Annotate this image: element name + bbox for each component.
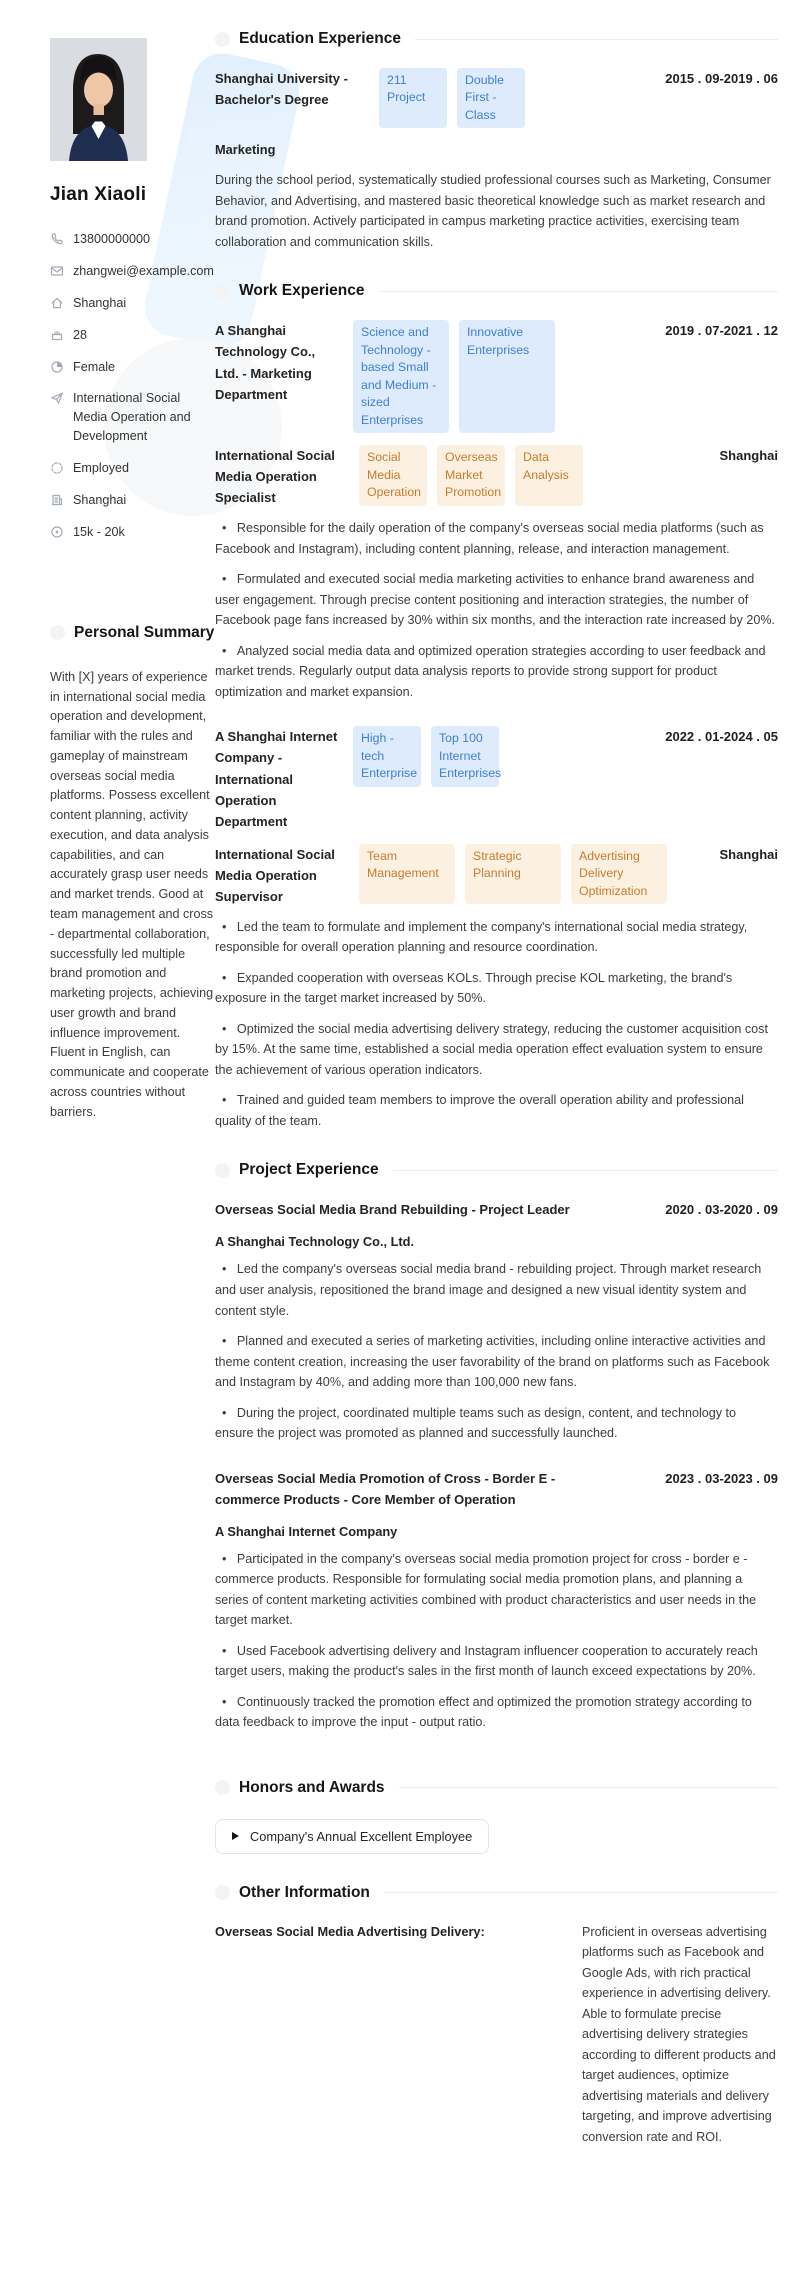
honor-chip-label: Company's Annual Excellent Employee [250, 1828, 473, 1844]
contact-gender-text: Female [73, 359, 115, 374]
project-date: 2023 . 03-2023 . 09 [665, 1470, 778, 1486]
company-tag: Innovative Enterprises [459, 320, 555, 433]
work-bullets [215, 518, 778, 702]
bullet-item: • Used Facebook advertising delivery and Instagram influencer cooperation to accurately reach target users, making the product's sales in the first month of launch exceed expectations by 20%. [215, 1641, 778, 1682]
resume-main [215, 30, 778, 2177]
work-date: 2022 . 01-2024 . 05 [665, 729, 778, 745]
work-bullets [215, 917, 778, 1132]
role-name: International Social Media Operation Supervisor [215, 846, 335, 904]
bullet-item: • Formulated and executed social media marketing activities to enhance brand awareness and user engagement. Through precise content positioning and interaction strategies, the number of Facebook page fans increased by 30% within six months, and the interaction rate increased by 20%. [215, 569, 778, 631]
salary-icon [50, 525, 64, 539]
contact-gender [50, 358, 216, 377]
contact-status-text: Employed [73, 461, 130, 476]
contact-status [50, 459, 216, 478]
honors-header [215, 1779, 778, 1797]
bullet-item: • Participated in the company's overseas social media promotion project for cross - border e - commerce products. Responsible for formulating social media promotion plans, and planning a series of content marketing activities combined with product characteristics and user needs in the target market. [215, 1549, 778, 1631]
bullet-item: • Continuously tracked the promotion effect and optimized the promotion strategy according to data feedback to improve the input - output ratio. [215, 1692, 778, 1733]
bullet-item: • During the project, coordinated multiple teams such as design, content, and technology to ensure the project was promoted as planned and successfully launched. [215, 1403, 778, 1444]
school-tags [379, 68, 647, 128]
role-name: International Social Media Operation Specialist [215, 448, 335, 506]
contact-age [50, 326, 216, 345]
project-section [215, 1161, 778, 1732]
project-header [215, 1161, 778, 1179]
section-dot-icon [215, 1780, 230, 1795]
building-icon [50, 493, 64, 507]
education-title: Education Experience [239, 30, 401, 47]
project-title: Project Experience [239, 1161, 379, 1179]
project-org: A Shanghai Internet Company [215, 1523, 398, 1539]
age-icon [50, 328, 64, 342]
company-name: A Shanghai Technology Co., Ltd. - Marketing Department [215, 323, 316, 402]
school-tag: 211 Project [379, 68, 447, 128]
section-divider [415, 39, 778, 40]
school-name: Shanghai University - Bachelor's Degree [215, 71, 348, 108]
project-bullets [215, 1549, 778, 1733]
contact-location [50, 294, 216, 313]
honors-section [215, 1779, 778, 1854]
contact-salary [50, 523, 216, 542]
other-header [215, 1884, 778, 1902]
company-tags [353, 320, 647, 433]
section-dot-icon [215, 284, 230, 299]
phone-icon [50, 232, 64, 246]
work-header [215, 282, 778, 300]
contact-job-intention [50, 389, 216, 446]
work-entry [215, 726, 778, 1131]
gender-icon [50, 360, 64, 374]
work-date: 2019 . 07-2021 . 12 [665, 323, 778, 339]
other-info-label: Overseas Social Media Advertising Delivery: [215, 1923, 485, 1939]
send-icon [50, 391, 64, 405]
role-tag: Advertising Delivery Optimization [571, 844, 667, 904]
contact-age-text: 28 [73, 327, 88, 342]
role-tags [359, 844, 701, 904]
other-info-value: Proficient in overseas advertising platforms such as Facebook and Google Ads, with rich practical experience in advertising delivery. Able to formulate precise advertising delivery strategies according to different products and target audiences, optimize advertising materials and delivery targeting, and improve advertising conversion rate and ROI. [582, 1924, 776, 2144]
company-name: A Shanghai Internet Company - International Operation Department [215, 729, 338, 829]
section-dot-icon [215, 1885, 230, 1900]
section-dot-icon [215, 32, 230, 47]
contact-company-city [50, 491, 216, 510]
role-tag: Data Analysis [515, 445, 583, 505]
company-tag: High - tech Enterprise [353, 726, 421, 786]
education-entry [215, 68, 778, 252]
bullet-item: • Planned and executed a series of marketing activities, including online interactive activities and theme content creation, increasing the user favorability of the brand on platforms such as Facebook and Instagram by 40%, and adding more than 100,000 new fans. [215, 1331, 778, 1393]
education-date: 2015 . 09-2019 . 06 [665, 71, 778, 86]
honors-title: Honors and Awards [239, 1778, 385, 1796]
role-tags [359, 445, 701, 505]
other-info-row [215, 1922, 778, 2148]
personal-summary-title: Personal Summary [74, 623, 215, 641]
profile-photo [50, 38, 147, 161]
home-icon [50, 296, 64, 310]
section-divider [379, 291, 779, 292]
bullet-item: • Expanded cooperation with overseas KOLs. Through precise KOL marketing, the brand's exposure in the target market increased by 50%. [215, 968, 778, 1009]
contact-company-city-text: Shanghai [73, 493, 127, 508]
company-tag: Science and Technology - based Small and Medium - sized Enterprises [353, 320, 449, 433]
contact-salary-text: 15k - 20k [73, 524, 125, 539]
contact-email-text: zhangwei@example.com [73, 263, 214, 278]
expand-arrow-icon [232, 1832, 239, 1840]
role-tag: Strategic Planning [465, 844, 561, 904]
candidate-name: Jian Xiaoli [50, 184, 147, 205]
education-description: During the school period, systematically studied professional courses such as Marketing, Consumer Behavior, and Advertising, and mastered basic theoretical knowledge such as market research and brand promotion. Actively participated in campus marketing practice activities, exercising team collaboration and communication skills. [215, 173, 771, 249]
role-tag: Overseas Market Promotion [437, 445, 505, 505]
project-entry [215, 1468, 778, 1733]
contact-phone [50, 230, 216, 249]
bullet-item: • Led the company's overseas social media brand - rebuilding project. Through market research and user analysis, repositioned the brand image and designed a new visual identity system and content style. [215, 1259, 778, 1321]
education-header [215, 30, 778, 48]
contact-location-text: Shanghai [73, 295, 127, 310]
work-entry [215, 320, 778, 702]
school-tag: Double First - Class [457, 68, 525, 128]
work-location: Shanghai [719, 846, 778, 862]
section-divider [393, 1170, 778, 1171]
role-tag: Social Media Operation [359, 445, 427, 505]
personal-summary-header [50, 624, 216, 642]
project-name: Overseas Social Media Brand Rebuilding - Project Leader [215, 1202, 570, 1218]
honor-chip[interactable] [215, 1819, 489, 1854]
contact-phone-text: 13800000000 [73, 232, 151, 246]
project-entry [215, 1199, 778, 1443]
contact-job-intention-text: International Social Media Operation and Development [73, 391, 191, 444]
section-dot-icon [50, 625, 65, 640]
section-divider [399, 1787, 778, 1788]
work-section [215, 282, 778, 1131]
mail-icon [50, 264, 64, 278]
personal-summary-text: With [X] years of experience in international social media operation and development, familiar with the rules and gameplay of mainstream overseas social media platforms. Possess excellent content planning, activity execution, and data analysis capabilities, and can accurately grasp user needs and market trends. Good at team management and cross - departmental collaboration, successfully led multiple brand promotion and marketing projects, achieving user growth and brand influence improvement. Fluent in English, can communicate and cooperate across countries without barriers. [50, 669, 214, 1119]
company-tag: Top 100 Internet Enterprises [431, 726, 499, 786]
role-tag: Team Management [359, 844, 455, 904]
work-title: Work Experience [239, 282, 365, 300]
other-title: Other Information [239, 1883, 370, 1901]
project-name: Overseas Social Media Promotion of Cross - Border E - commerce Products - Core Member of Operation [215, 1470, 556, 1507]
bullet-item: • Analyzed social media data and optimized operation strategies according to user feedback and market trends. Regularly output data analysis reports to provide strong support for product optimization and market expansion. [215, 641, 778, 703]
project-date: 2020 . 03-2020 . 09 [665, 1202, 778, 1218]
work-location: Shanghai [719, 448, 778, 464]
project-bullets [215, 1259, 778, 1443]
other-section [215, 1884, 778, 2148]
bullet-item: • Led the team to formulate and implement the company's international social media strategy, responsible for overall operation planning and resource coordination. [215, 917, 778, 958]
section-divider [384, 1892, 778, 1893]
bullet-item: • Optimized the social media advertising delivery strategy, reducing the customer acquisition cost by 15%. At the same time, established a social media operation effect evaluation system to ensure the achievement of various operation indicators. [215, 1019, 778, 1081]
section-dot-icon [215, 1163, 230, 1178]
education-section [215, 30, 778, 252]
contact-email [50, 262, 216, 281]
major-name: Marketing [215, 142, 276, 158]
sidebar [50, 38, 216, 1122]
status-icon [50, 461, 64, 475]
company-tags [353, 726, 647, 786]
project-org: A Shanghai Technology Co., Ltd. [215, 1234, 415, 1250]
contact-list [50, 230, 216, 542]
profile-photo-image [50, 38, 147, 161]
bullet-item: • Trained and guided team members to improve the overall operation ability and professional quality of the team. [215, 1090, 778, 1131]
bullet-item: • Responsible for the daily operation of the company's overseas social media platforms (such as Facebook and Instagram), including content planning, release, and interaction management. [215, 518, 778, 559]
